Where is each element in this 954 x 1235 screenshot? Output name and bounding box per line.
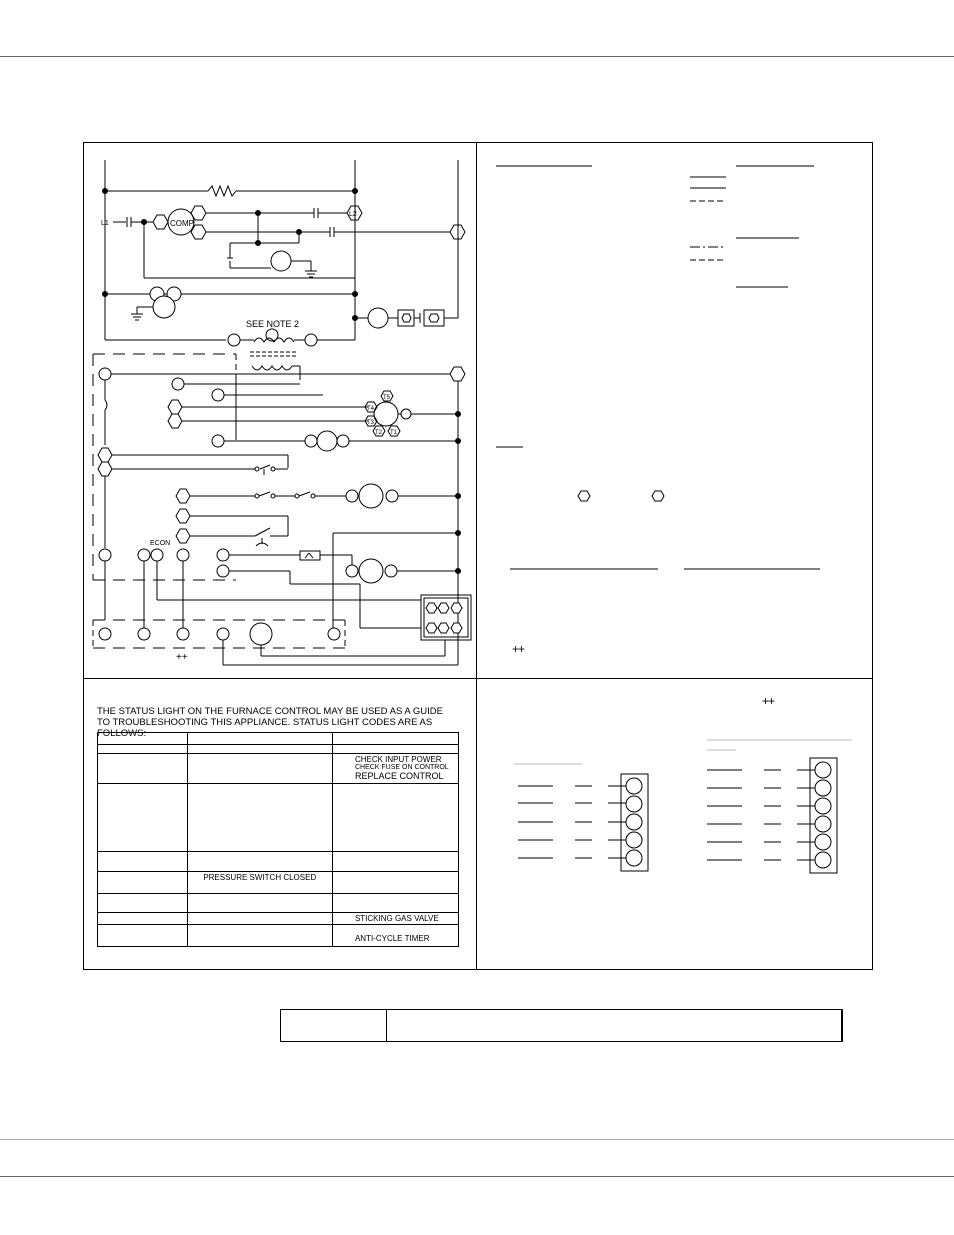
table-cell-line: CHECK FUSE ON CONTROL [354,764,449,771]
t2-label: T2 [375,430,383,436]
table-row [98,745,459,754]
table-cell-text: PRESSURE SWITCH CLOSED [203,873,317,882]
table-cell [98,745,188,754]
t3-label: T3 [367,420,375,426]
table-cell [332,894,458,913]
table-cell [98,733,188,745]
comp-label: COMP [170,219,194,228]
connector-plus-marks: ++ [762,694,775,708]
table-row [98,913,459,925]
table-row [98,852,459,872]
table-cell [187,733,332,745]
table-cell [187,925,332,947]
spec-box-label-cell [281,1010,387,1041]
footer-rule-upper [0,1139,954,1140]
l2-label: L2 [349,211,357,218]
table-cell [187,754,332,784]
t5-label: T5 [383,395,391,401]
t4-label: T4 [367,406,375,412]
footer-rule-lower [0,1176,954,1177]
table-row [98,733,459,745]
status-light-note: THE STATUS LIGHT ON THE FURNACE CONTROL MAY BE USED AS A GUIDE TO TROUBLESHOOTING THIS APPLIANCE. STATUS LIGHT CODES ARE AS FOLLOWS: [97,706,443,739]
table-cell [332,733,458,745]
connector-diagrams [500,735,870,915]
status-light-table [97,732,459,947]
table-cell-text: STICKING GAS VALVE [354,914,439,923]
table-cell [187,872,332,894]
table-cell [332,852,458,872]
table-cell [187,852,332,872]
table-cell [187,894,332,913]
table-row [98,754,459,784]
table-row [98,925,459,947]
table-cell-line: REPLACE CONTROL [354,771,444,781]
table-row [98,784,459,852]
t1-label: T1 [390,430,398,436]
plus-marks-label: ++ [176,652,188,663]
table-cell [98,754,188,784]
frame-horizontal-divider [83,678,873,679]
table-cell [187,913,332,925]
table-cell [332,754,458,784]
table-row [98,872,459,894]
table-cell [98,852,188,872]
table-cell [332,925,458,947]
econ-label: ECON [150,540,171,547]
table-cell [98,784,188,852]
legend-graphics [478,143,870,675]
table-cell [187,784,332,852]
legend-plus-marks: ++ [512,642,525,656]
table-cell [98,913,188,925]
spec-box [280,1009,843,1042]
table-cell [187,745,332,754]
table-cell-line: CHECK INPUT POWER [354,755,442,764]
table-cell [98,925,188,947]
wiring-schematic [84,143,474,675]
top-rule [0,56,954,57]
table-cell [332,913,458,925]
table-row [98,894,459,913]
table-cell [98,872,188,894]
table-cell-text: ANTI-CYCLE TIMER [354,934,430,943]
frame-vertical-divider [476,142,477,970]
table-cell [332,872,458,894]
table-cell [98,894,188,913]
table-cell [332,745,458,754]
l1-label: L1 [101,220,109,227]
see-note-label: SEE NOTE 2 [246,319,300,329]
table-cell [332,784,458,852]
